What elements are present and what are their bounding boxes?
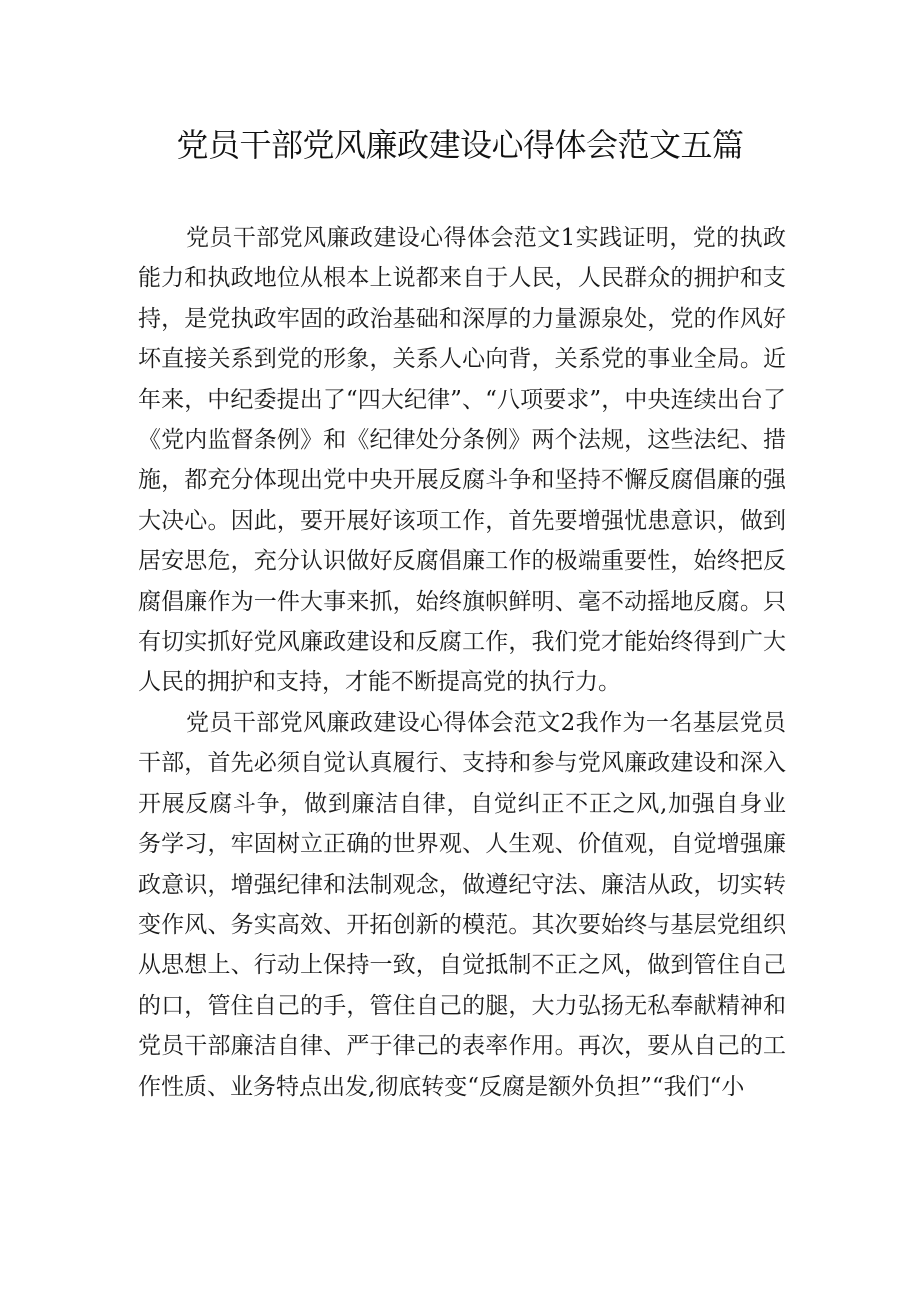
document-title: 党员干部党风廉政建设心得体会范文五篇 — [176, 126, 744, 164]
document-body — [138, 218, 786, 1107]
paragraph-1: 党员干部党风廉政建设心得体会范文1实践证明，党的执政能力和执政地位从根本上说都来自于人民，人民群众的拥护和支持，是党执政牢固的政治基础和深厚的力量源泉处，党的作风好坏直接关系到党的形象，关系人心向背，关系党的事业全局。近年来，中纪委提出了“四大纪律”、“八项要求”，中央连续出台了《党内监督条例》和《纪律处分条例》两个法规，这些法纪、措施，都充分体现出党中央开展反腐斗争和坚持不懈反腐倡廉的强大决心。因此，要开展好该项工作，首先要增强忧患意识，做到居安思危，充分认识做好反腐倡廉工作的极端重要性，始终把反腐倡廉作为一件大事来抓，始终旗帜鲜明、毫不动摇地反腐。只有切实抓好党风廉政建设和反腐工作，我们党才能始终得到广大人民的拥护和支持，才能不断提高党的执行力。 — [138, 225, 786, 696]
paragraph-2: 党员干部党风廉政建设心得体会范文2我作为一名基层党员干部，首先必须自觉认真履行、支持和参与党风廉政建设和深入开展反腐斗争，做到廉洁自律，自觉纠正不正之风,加强自身业务学习，牢固树立正确的世界观、人生观、价值观，自觉增强廉政意识，增强纪律和法制观念，做遵纪守法、廉洁从政，切实转变作风、务实高效、开拓创新的模范。其次要始终与基层党组织从思想上、行动上保持一致，自觉抵制不正之风，做到管住自己的口，管住自己的手，管住自己的腿，大力弘扬无私奉献精神和党员干部廉洁自律、严于律己的表率作用。再次，要从自己的工作性质、业务特点出发,彻底转变“反腐是额外负担”“我们“小 — [138, 709, 786, 1100]
